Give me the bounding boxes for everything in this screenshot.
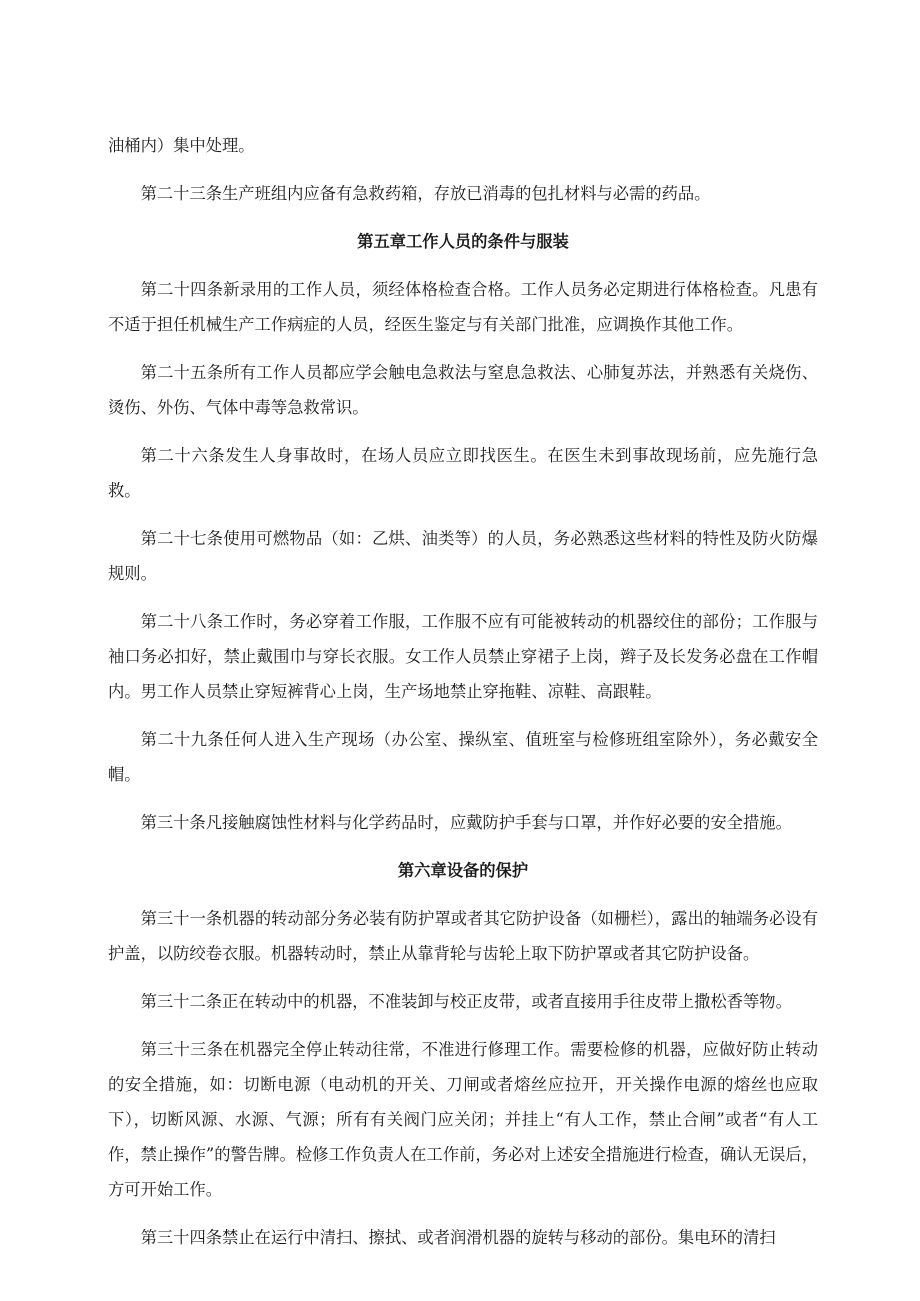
article-23: 第二十三条生产班组内应备有急救药箱，存放已消毒的包扎材料与必需的药品。	[140, 184, 711, 203]
article-32: 第三十二条正在转动中的机器，不准装卸与校正皮带，或者直接用手往皮带上撒松香等物。	[140, 992, 792, 1011]
article-25: 第二十五条所有工作人员都应学会触电急救法与窒息急救法、心肺复苏法，并熟悉有关烧伤、烫伤、外伤、气体中毒等急救常识。	[108, 363, 818, 417]
article-24: 第二十四条新录用的工作人员，须经体格检查合格。工作人员务必定期进行体格检查。凡患有不适于担任机械生产工作病症的人员，经医生鉴定与有关部门批准，应调换作其他工作。	[108, 280, 818, 334]
article-29: 第二十九条任何人进入生产现场（办公室、操纵室、值班室与检修班组室除外），务必戴安全帽。	[108, 730, 818, 784]
article-30: 第三十条凡接触腐蚀性材料与化学药品时，应戴防护手套与口罩，并作好必要的安全措施。	[140, 813, 792, 832]
paragraph-continuation: 油桶内）集中处理。	[108, 136, 255, 155]
article-28: 第二十八条工作时，务必穿着工作服，工作服不应有可能被转动的机器绞住的部份；工作服与袖口务必扣好，禁止戴围巾与穿长衣服。女工作人员禁止穿裙子上岗，辫子及长发务必盘在工作帽内。男工作人员禁止穿短裤背心上岗，生产场地禁止穿拖鞋、凉鞋、高跟鞋。	[108, 612, 818, 701]
article-26: 第二十六条发生人身事故时，在场人员应立即找医生。在医生未到事故现场前，应先施行急救。	[108, 446, 818, 500]
article-34: 第三十四条禁止在运行中清扫、擦拭、或者润滑机器的旋转与移动的部份。集电环的清扫	[140, 1228, 776, 1247]
article-27: 第二十七条使用可燃物品（如：乙烘、油类等）的人员，务必熟悉这些材料的特性及防火防爆规则。	[108, 529, 818, 583]
chapter-5-heading: 第五章工作人员的条件与服装	[357, 232, 569, 251]
chapter-6-heading: 第六章设备的保护	[397, 861, 529, 880]
article-31: 第三十一条机器的转动部分务必装有防护罩或者其它防护设备（如栅栏），露出的轴端务必设有护盖，以防绞卷衣服。机器转动时，禁止从靠背轮与齿轮上取下防护罩或者其它防护设备。	[108, 909, 818, 963]
article-33: 第三十三条在机器完全停止转动往常，不准进行修理工作。需要检修的机器，应做好防止转动的安全措施，如：切断电源（电动机的开关、刀闸或者熔丝应拉开，开关操作电源的熔丝也应取下），切断风源、水源、气源；所有有关阀门应关闭；并挂上“有人工作，禁止合闸”或者“有人工作，禁止操作”的警告牌。检修工作负责人在工作前，务必对上述安全措施进行检查，确认无误后，方可开始工作。	[108, 1040, 818, 1199]
